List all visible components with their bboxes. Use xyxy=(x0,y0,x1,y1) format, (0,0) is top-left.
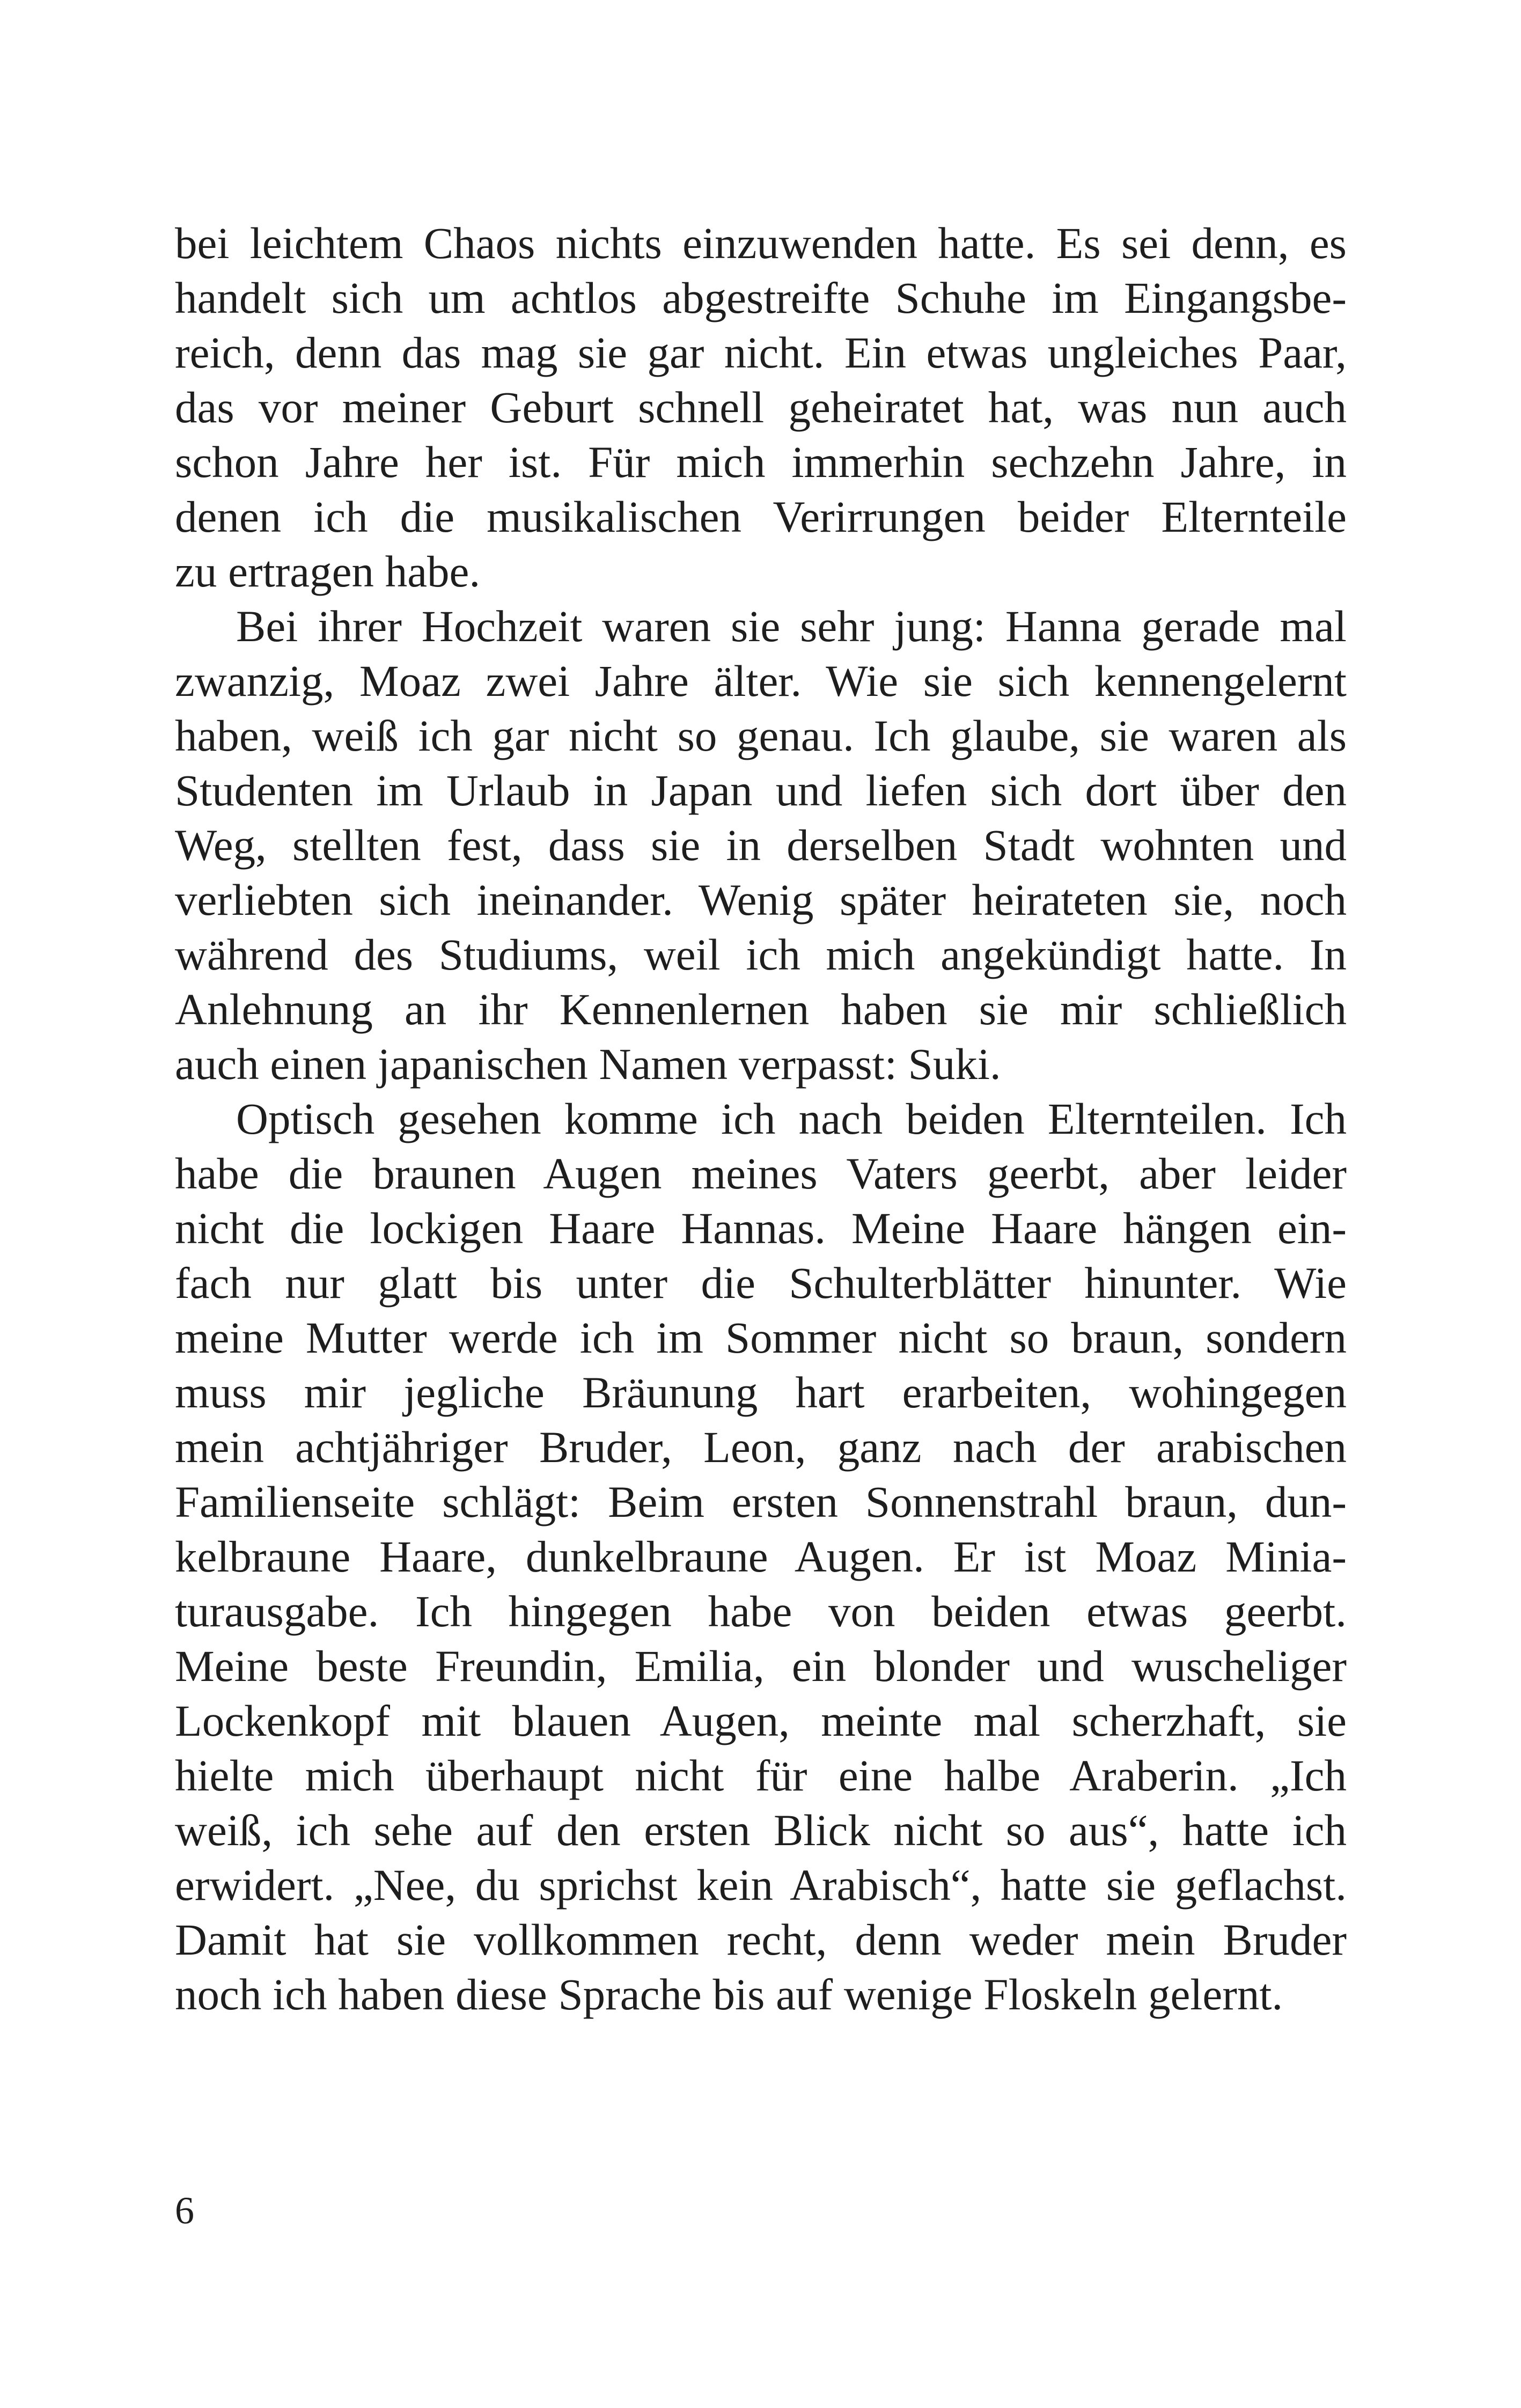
page-number: 6 xyxy=(175,2189,194,2232)
text-line: habe die braunen Augen meines Vaters geerbt, aber leider xyxy=(175,1149,1347,1198)
text-line: haben, weiß ich gar nicht so genau. Ich glaube, sie waren als xyxy=(175,711,1347,760)
text-line: kelbraune Haare, dunkelbraune Augen. Er ist Moaz Minia- xyxy=(175,1532,1347,1581)
text-line: reich, denn das mag sie gar nicht. Ein etwas ungleiches Paar, xyxy=(175,328,1347,377)
text-line: weiß, ich sehe auf den ersten Blick nicht so aus“, hatte ich xyxy=(175,1805,1347,1855)
text-line: Anlehnung an ihr Kennenlernen haben sie mir schließlich xyxy=(175,985,1347,1034)
text-line: Meine beste Freundin, Emilia, ein blonder und wuscheliger xyxy=(175,1641,1347,1691)
text-line: während des Studiums, weil ich mich angekündigt hatte. In xyxy=(175,930,1347,979)
text-line: denen ich die musikalischen Verirrungen beider Elternteile xyxy=(175,492,1347,541)
text-line: fach nur glatt bis unter die Schulterblätter hinunter. Wie xyxy=(175,1258,1347,1308)
text-line: turausgabe. Ich hingegen habe von beiden etwas geerbt. xyxy=(175,1587,1347,1636)
text-line: Studenten im Urlaub in Japan und liefen sich dort über den xyxy=(175,766,1347,815)
text-line: Bei ihrer Hochzeit waren sie sehr jung: Hanna gerade mal xyxy=(236,601,1347,651)
paragraph xyxy=(175,599,1347,1091)
text-line: zu ertragen habe. xyxy=(175,547,481,596)
text-line: hielte mich überhaupt nicht für eine halbe Araberin. „Ich xyxy=(175,1751,1347,1800)
text-line: Optisch gesehen komme ich nach beiden Elternteilen. Ich xyxy=(236,1094,1347,1143)
body-text xyxy=(175,216,1347,2022)
text-line: verliebten sich ineinander. Wenig später heirateten sie, noch xyxy=(175,875,1347,924)
text-line: zwanzig, Moaz zwei Jahre älter. Wie sie sich kennengelernt xyxy=(175,656,1347,706)
text-line: schon Jahre her ist. Für mich immerhin sechzehn Jahre, in xyxy=(175,437,1347,487)
text-line: bei leichtem Chaos nichts einzuwenden hatte. Es sei denn, es xyxy=(175,218,1347,268)
text-line: meine Mutter werde ich im Sommer nicht so braun, sondern xyxy=(175,1313,1347,1362)
text-line: auch einen japanischen Namen verpasst: Suki. xyxy=(175,1039,1001,1089)
text-line: nicht die lockigen Haare Hannas. Meine Haare hängen ein- xyxy=(175,1203,1347,1253)
text-line: Familienseite schlägt: Beim ersten Sonnenstrahl braun, dun- xyxy=(175,1477,1347,1526)
text-line: noch ich haben diese Sprache bis auf wenige Floskeln gelernt. xyxy=(175,1970,1283,2019)
paragraph xyxy=(175,216,1347,599)
text-line: erwidert. „Nee, du sprichst kein Arabisch“, hatte sie geflachst. xyxy=(175,1860,1347,1910)
text-line: muss mir jegliche Bräunung hart erarbeiten, wohingegen xyxy=(175,1368,1347,1417)
text-line: Weg, stellten fest, dass sie in derselben Stadt wohnten und xyxy=(175,820,1347,870)
paragraph xyxy=(175,1091,1347,2022)
text-line: das vor meiner Geburt schnell geheiratet hat, was nun auch xyxy=(175,383,1347,432)
text-line: Lockenkopf mit blauen Augen, meinte mal scherzhaft, sie xyxy=(175,1696,1347,1745)
text-line: mein achtjähriger Bruder, Leon, ganz nach der arabischen xyxy=(175,1422,1347,1472)
text-line: Damit hat sie vollkommen recht, denn weder mein Bruder xyxy=(175,1915,1347,1964)
text-line: handelt sich um achtlos abgestreifte Schuhe im Eingangsbe- xyxy=(175,273,1347,322)
